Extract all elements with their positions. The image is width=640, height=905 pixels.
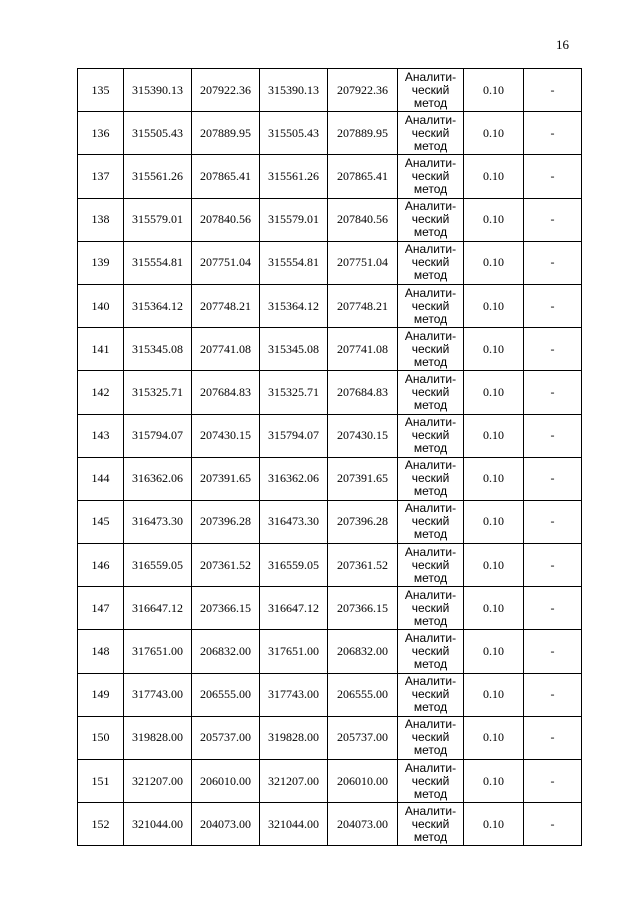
x-coordinate-cell: 315794.07: [260, 414, 328, 457]
note-cell: -: [524, 198, 582, 241]
x-coordinate-cell: 317743.00: [260, 673, 328, 716]
accuracy-cell: 0.10: [464, 284, 524, 327]
accuracy-cell: 0.10: [464, 500, 524, 543]
x-coordinate-cell: 317651.00: [124, 630, 192, 673]
method-line: метод: [413, 225, 448, 240]
point-number-cell: 146: [78, 544, 124, 587]
method-line: Аналити-: [404, 112, 457, 127]
y-coordinate-cell: 207741.08: [192, 328, 260, 371]
table-row: [78, 155, 582, 198]
method-line: метод: [413, 829, 448, 844]
method-line: ческий: [411, 168, 450, 183]
accuracy-cell: 0.10: [464, 760, 524, 803]
table-row: [78, 803, 582, 846]
x-coordinate-cell: 316362.06: [260, 457, 328, 500]
note-cell: -: [524, 630, 582, 673]
method-line: метод: [413, 397, 448, 412]
x-coordinate-cell: 315325.71: [124, 371, 192, 414]
method-line: метод: [413, 138, 448, 153]
table-row: [78, 371, 582, 414]
x-coordinate-cell: 315345.08: [260, 328, 328, 371]
y-coordinate-cell: 207361.52: [192, 544, 260, 587]
method-line: ческий: [411, 298, 450, 313]
y-coordinate-cell: 207396.28: [192, 500, 260, 543]
table-row: [78, 716, 582, 759]
method-line: метод: [413, 268, 448, 283]
table-body: [78, 69, 582, 846]
y-coordinate-cell: 207396.28: [328, 500, 398, 543]
x-coordinate-cell: 315364.12: [124, 284, 192, 327]
method-cell: [398, 69, 464, 112]
x-coordinate-cell: 315554.81: [260, 241, 328, 284]
method-cell: [398, 630, 464, 673]
method-line: ческий: [411, 816, 450, 831]
table-row: [78, 500, 582, 543]
point-number-cell: 135: [78, 69, 124, 112]
method-line: Аналити-: [404, 199, 457, 214]
table-row: [78, 241, 582, 284]
x-coordinate-cell: 316647.12: [260, 587, 328, 630]
method-line: ческий: [411, 687, 450, 702]
method-line: Аналити-: [404, 674, 457, 689]
method-line: Аналити-: [404, 458, 457, 473]
x-coordinate-cell: 319828.00: [260, 716, 328, 759]
method-line: метод: [413, 311, 448, 326]
y-coordinate-cell: 206010.00: [328, 760, 398, 803]
method-cell: [398, 803, 464, 846]
method-cell: [398, 284, 464, 327]
method-line: метод: [413, 95, 448, 110]
point-number-cell: 144: [78, 457, 124, 500]
x-coordinate-cell: 315554.81: [124, 241, 192, 284]
y-coordinate-cell: 207684.83: [192, 371, 260, 414]
accuracy-cell: 0.10: [464, 587, 524, 630]
x-coordinate-cell: 321044.00: [260, 803, 328, 846]
note-cell: -: [524, 587, 582, 630]
method-line: метод: [413, 441, 448, 456]
method-line: Аналити-: [404, 155, 457, 170]
point-number-cell: 137: [78, 155, 124, 198]
method-line: Аналити-: [404, 501, 457, 516]
y-coordinate-cell: 207430.15: [328, 414, 398, 457]
y-coordinate-cell: 207366.15: [192, 587, 260, 630]
method-line: ческий: [411, 644, 450, 659]
table-row: [78, 544, 582, 587]
method-line: Аналити-: [404, 69, 457, 84]
x-coordinate-cell: 315561.26: [260, 155, 328, 198]
point-number-cell: 141: [78, 328, 124, 371]
method-line: ческий: [411, 341, 450, 356]
method-line: ческий: [411, 125, 450, 140]
y-coordinate-cell: 207684.83: [328, 371, 398, 414]
note-cell: -: [524, 673, 582, 716]
accuracy-cell: 0.10: [464, 673, 524, 716]
method-line: метод: [413, 613, 448, 628]
y-coordinate-cell: 207865.41: [328, 155, 398, 198]
x-coordinate-cell: 321207.00: [260, 760, 328, 803]
y-coordinate-cell: 207751.04: [192, 241, 260, 284]
y-coordinate-cell: 204073.00: [192, 803, 260, 846]
method-line: метод: [413, 484, 448, 499]
point-number-cell: 140: [78, 284, 124, 327]
accuracy-cell: 0.10: [464, 241, 524, 284]
y-coordinate-cell: 207391.65: [328, 457, 398, 500]
method-line: ческий: [411, 212, 450, 227]
x-coordinate-cell: 321044.00: [124, 803, 192, 846]
method-cell: [398, 500, 464, 543]
method-line: метод: [413, 570, 448, 585]
point-number-cell: 139: [78, 241, 124, 284]
accuracy-cell: 0.10: [464, 112, 524, 155]
point-number-cell: 150: [78, 716, 124, 759]
table-row: [78, 112, 582, 155]
accuracy-cell: 0.10: [464, 630, 524, 673]
point-number-cell: 151: [78, 760, 124, 803]
method-cell: [398, 241, 464, 284]
method-line: ческий: [411, 557, 450, 572]
method-cell: [398, 716, 464, 759]
note-cell: -: [524, 544, 582, 587]
method-cell: [398, 587, 464, 630]
y-coordinate-cell: 207865.41: [192, 155, 260, 198]
accuracy-cell: 0.10: [464, 155, 524, 198]
y-coordinate-cell: 206555.00: [328, 673, 398, 716]
point-number-cell: 143: [78, 414, 124, 457]
method-line: метод: [413, 181, 448, 196]
point-number-cell: 152: [78, 803, 124, 846]
x-coordinate-cell: 315390.13: [260, 69, 328, 112]
table-row: [78, 457, 582, 500]
point-number-cell: 147: [78, 587, 124, 630]
table-row: [78, 760, 582, 803]
method-line: Аналити-: [404, 544, 457, 559]
y-coordinate-cell: 206832.00: [192, 630, 260, 673]
x-coordinate-cell: 315579.01: [260, 198, 328, 241]
method-cell: [398, 760, 464, 803]
y-coordinate-cell: 207366.15: [328, 587, 398, 630]
y-coordinate-cell: 207889.95: [328, 112, 398, 155]
method-line: ческий: [411, 514, 450, 529]
method-line: ческий: [411, 730, 450, 745]
accuracy-cell: 0.10: [464, 328, 524, 371]
y-coordinate-cell: 206010.00: [192, 760, 260, 803]
note-cell: -: [524, 328, 582, 371]
method-line: ческий: [411, 428, 450, 443]
accuracy-cell: 0.10: [464, 371, 524, 414]
method-line: метод: [413, 786, 448, 801]
method-cell: [398, 544, 464, 587]
x-coordinate-cell: 316559.05: [260, 544, 328, 587]
y-coordinate-cell: 207748.21: [328, 284, 398, 327]
y-coordinate-cell: 207922.36: [192, 69, 260, 112]
accuracy-cell: 0.10: [464, 803, 524, 846]
method-line: ческий: [411, 82, 450, 97]
method-line: ческий: [411, 255, 450, 270]
note-cell: -: [524, 414, 582, 457]
accuracy-cell: 0.10: [464, 457, 524, 500]
method-cell: [398, 198, 464, 241]
method-cell: [398, 371, 464, 414]
x-coordinate-cell: 315579.01: [124, 198, 192, 241]
method-line: Аналити-: [404, 760, 457, 775]
accuracy-cell: 0.10: [464, 414, 524, 457]
note-cell: -: [524, 760, 582, 803]
method-line: Аналити-: [404, 285, 457, 300]
point-number-cell: 142: [78, 371, 124, 414]
method-line: Аналити-: [404, 587, 457, 602]
x-coordinate-cell: 316559.05: [124, 544, 192, 587]
method-line: метод: [413, 527, 448, 542]
y-coordinate-cell: 207840.56: [192, 198, 260, 241]
x-coordinate-cell: 315561.26: [124, 155, 192, 198]
method-line: Аналити-: [404, 242, 457, 257]
note-cell: -: [524, 112, 582, 155]
y-coordinate-cell: 207741.08: [328, 328, 398, 371]
y-coordinate-cell: 207430.15: [192, 414, 260, 457]
coordinates-table: [77, 68, 582, 846]
note-cell: -: [524, 457, 582, 500]
note-cell: -: [524, 803, 582, 846]
point-number-cell: 148: [78, 630, 124, 673]
point-number-cell: 138: [78, 198, 124, 241]
page-number: 16: [556, 37, 569, 52]
x-coordinate-cell: 317743.00: [124, 673, 192, 716]
accuracy-cell: 0.10: [464, 198, 524, 241]
method-cell: [398, 673, 464, 716]
accuracy-cell: 0.10: [464, 69, 524, 112]
x-coordinate-cell: 315325.71: [260, 371, 328, 414]
table-row: [78, 69, 582, 112]
method-line: ческий: [411, 471, 450, 486]
table-row: [78, 328, 582, 371]
y-coordinate-cell: 204073.00: [328, 803, 398, 846]
method-cell: [398, 457, 464, 500]
x-coordinate-cell: 315505.43: [260, 112, 328, 155]
y-coordinate-cell: 207840.56: [328, 198, 398, 241]
method-line: Аналити-: [404, 631, 457, 646]
x-coordinate-cell: 321207.00: [124, 760, 192, 803]
x-coordinate-cell: 315505.43: [124, 112, 192, 155]
x-coordinate-cell: 316473.30: [124, 500, 192, 543]
x-coordinate-cell: 319828.00: [124, 716, 192, 759]
method-line: Аналити-: [404, 328, 457, 343]
x-coordinate-cell: 316473.30: [260, 500, 328, 543]
method-line: Аналити-: [404, 415, 457, 430]
method-line: ческий: [411, 384, 450, 399]
x-coordinate-cell: 315794.07: [124, 414, 192, 457]
x-coordinate-cell: 315345.08: [124, 328, 192, 371]
x-coordinate-cell: 316362.06: [124, 457, 192, 500]
table-row: [78, 284, 582, 327]
point-number-cell: 136: [78, 112, 124, 155]
note-cell: -: [524, 155, 582, 198]
y-coordinate-cell: 207922.36: [328, 69, 398, 112]
y-coordinate-cell: 205737.00: [192, 716, 260, 759]
y-coordinate-cell: 207748.21: [192, 284, 260, 327]
method-cell: [398, 155, 464, 198]
x-coordinate-cell: 315390.13: [124, 69, 192, 112]
y-coordinate-cell: 207889.95: [192, 112, 260, 155]
method-line: метод: [413, 700, 448, 715]
point-number-cell: 149: [78, 673, 124, 716]
accuracy-cell: 0.10: [464, 716, 524, 759]
method-line: ческий: [411, 773, 450, 788]
note-cell: -: [524, 284, 582, 327]
y-coordinate-cell: 207391.65: [192, 457, 260, 500]
y-coordinate-cell: 206832.00: [328, 630, 398, 673]
note-cell: -: [524, 371, 582, 414]
method-cell: [398, 112, 464, 155]
method-line: метод: [413, 354, 448, 369]
x-coordinate-cell: 315364.12: [260, 284, 328, 327]
table-row: [78, 673, 582, 716]
table-row: [78, 198, 582, 241]
accuracy-cell: 0.10: [464, 544, 524, 587]
point-number-cell: 145: [78, 500, 124, 543]
method-line: Аналити-: [404, 803, 457, 818]
x-coordinate-cell: 316647.12: [124, 587, 192, 630]
method-cell: [398, 414, 464, 457]
y-coordinate-cell: 206555.00: [192, 673, 260, 716]
method-cell: [398, 328, 464, 371]
method-line: Аналити-: [404, 371, 457, 386]
method-line: метод: [413, 657, 448, 672]
table-row: [78, 414, 582, 457]
x-coordinate-cell: 317651.00: [260, 630, 328, 673]
method-line: метод: [413, 743, 448, 758]
y-coordinate-cell: 205737.00: [328, 716, 398, 759]
y-coordinate-cell: 207751.04: [328, 241, 398, 284]
method-line: Аналити-: [404, 717, 457, 732]
note-cell: -: [524, 241, 582, 284]
table-row: [78, 630, 582, 673]
method-line: ческий: [411, 600, 450, 615]
note-cell: -: [524, 716, 582, 759]
table-row: [78, 587, 582, 630]
note-cell: -: [524, 500, 582, 543]
note-cell: -: [524, 69, 582, 112]
y-coordinate-cell: 207361.52: [328, 544, 398, 587]
